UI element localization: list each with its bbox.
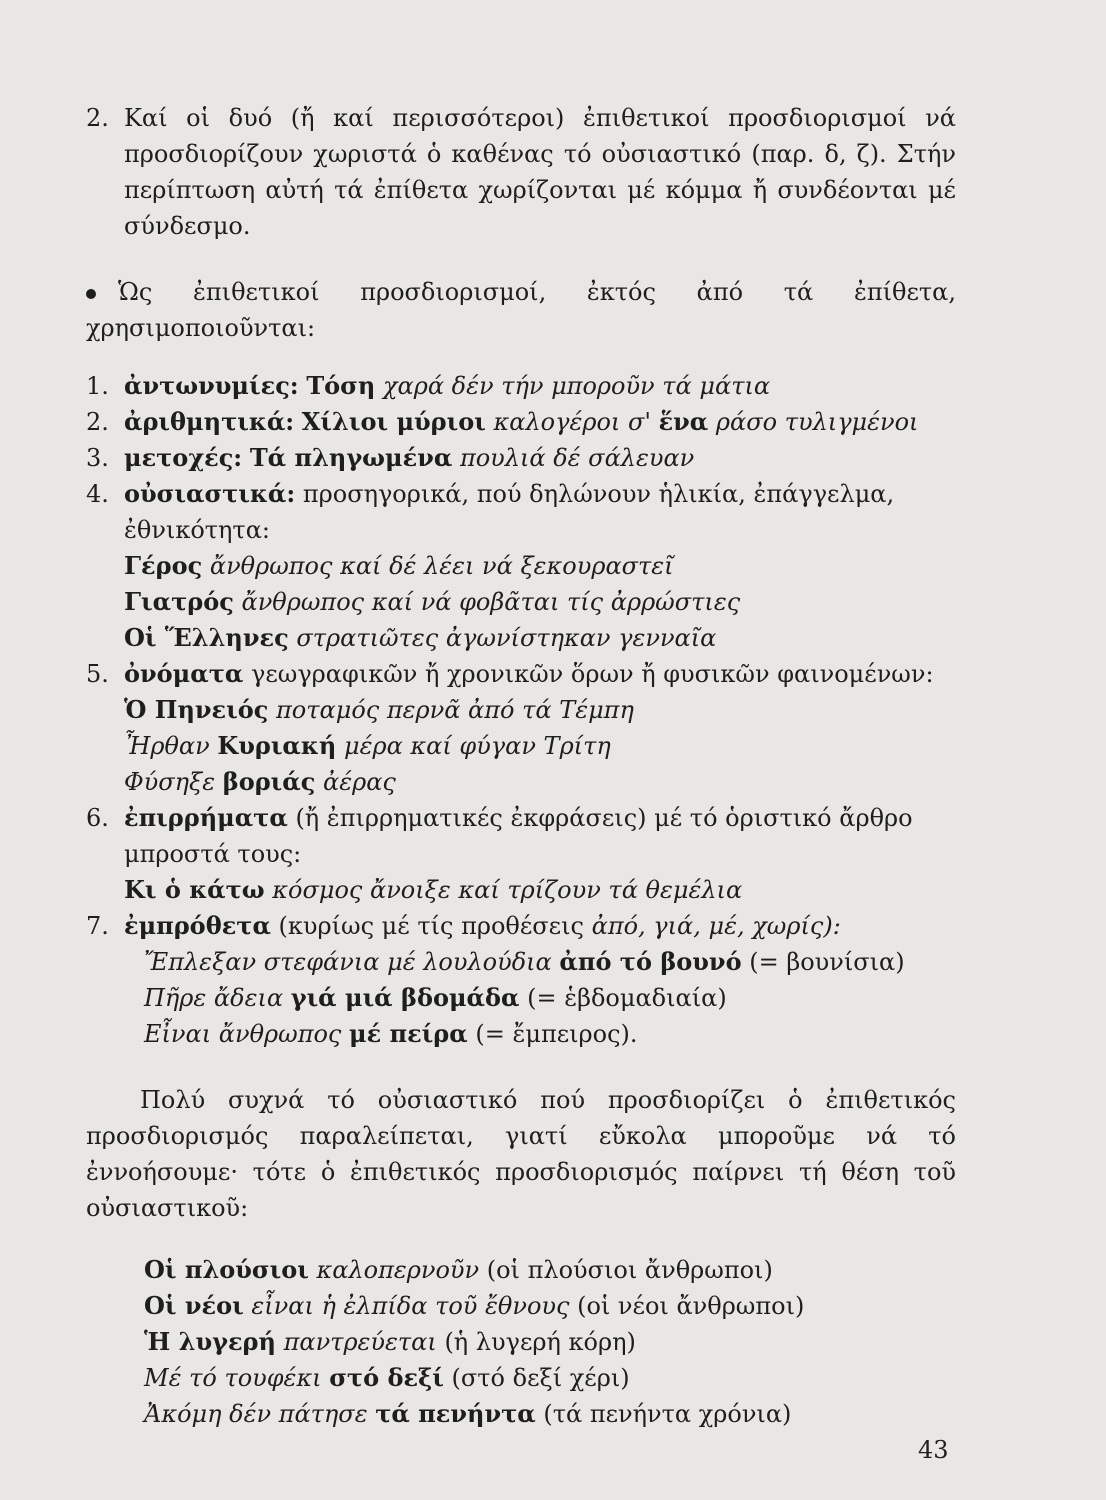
example-italic: Πῆρε ἄδεια bbox=[144, 984, 284, 1012]
example-line bbox=[86, 980, 956, 1016]
example-paren: (= βουνίσια) bbox=[749, 948, 905, 976]
list-item bbox=[86, 800, 956, 872]
example-italic: στρατιῶτες ἀγωνίστηκαν γενναῖα bbox=[296, 624, 717, 652]
example-paren: (= ἔμπειρος). bbox=[475, 1020, 638, 1048]
example-italic: Εἶναι ἄνθρωπος bbox=[144, 1020, 342, 1048]
example-italic: Φύσηξε bbox=[124, 768, 216, 796]
item-text: Καί οἱ δυό (ἤ καί περισσότεροι) ἐπιθετικοί προσδιορισμοί νά προσδιορίζουν χωριστά ὁ καθένας τό οὐσιαστικό (παρ. δ, ζ). Στήν περίπτωση αὐτή τά ἐπίθετα χωρίζονται μέ κόμμα ἤ συνδέονται μέ σύνδεσμο. bbox=[124, 104, 956, 240]
example-line bbox=[86, 728, 956, 764]
example-italic: Μέ τό τουφέκι bbox=[144, 1364, 322, 1392]
example-italic: καλογέροι σ' bbox=[493, 408, 651, 436]
example-italic: Ἀκόμη δέν πάτησε bbox=[144, 1400, 368, 1428]
item-label: ὀνόματα bbox=[124, 659, 244, 688]
example-bold: Κι ὁ κάτω bbox=[124, 875, 265, 904]
example-bold: Γιατρός bbox=[124, 587, 234, 616]
example-line bbox=[86, 692, 956, 728]
list-item bbox=[86, 476, 956, 548]
example-bold: Οἱ πλούσιοι bbox=[144, 1255, 309, 1284]
item-text: γεωγραφικῶν ἤ χρονικῶν ὅρων ἤ φυσικῶν φαινομένων: bbox=[250, 660, 934, 688]
example-paren: (τά πενήντα χρόνια) bbox=[543, 1400, 792, 1428]
list-item bbox=[86, 404, 956, 440]
example-line bbox=[86, 584, 956, 620]
final-examples bbox=[86, 1252, 956, 1432]
example-line bbox=[144, 1324, 956, 1360]
example-bold: στό δεξί bbox=[329, 1363, 444, 1392]
example-paren: (οἱ πλούσιοι ἄνθρωποι) bbox=[486, 1256, 773, 1284]
item-label: ἐπιρρήματα bbox=[124, 803, 288, 832]
example-paren: (στό δεξί χέρι) bbox=[451, 1364, 630, 1392]
example-paren: (οἱ νέοι ἄνθρωποι) bbox=[577, 1292, 805, 1320]
item-number: 6. bbox=[86, 804, 109, 832]
example-bold: Τά πληγωμένα bbox=[249, 443, 453, 472]
example-bold: Οἱ Ἕλληνες bbox=[124, 623, 289, 652]
text-column bbox=[86, 100, 956, 1432]
example-paren: (= ἑβδομαδιαία) bbox=[527, 984, 727, 1012]
example-italic: κόσμος ἄνοιξε καί τρίζουν τά θεμέλια bbox=[272, 876, 743, 904]
example-line bbox=[144, 1288, 956, 1324]
example-italic: χαρά δέν τήν μποροῦν τά μάτια bbox=[382, 372, 771, 400]
item-label: μετοχές: bbox=[124, 443, 243, 472]
item-number: 7. bbox=[86, 912, 109, 940]
example-bold: γιά μιά βδομάδα bbox=[290, 983, 520, 1012]
example-bold: Ὁ Πηνειός bbox=[124, 695, 269, 724]
example-line bbox=[86, 872, 956, 908]
example-italic: καλοπερνοῦν bbox=[316, 1256, 480, 1284]
item-text: (κυρίως μέ τίς προθέσεις bbox=[278, 912, 584, 940]
example-bold: βοριάς bbox=[222, 767, 316, 796]
example-paren: (ἡ λυγερή κόρη) bbox=[444, 1328, 636, 1356]
item-number: 2. bbox=[86, 104, 109, 132]
example-italic: ἄνθρωπος καί νά φοβᾶται τίς ἀρρώστιες bbox=[241, 588, 741, 616]
example-bold: Κυριακή bbox=[217, 731, 337, 760]
item-number: 1. bbox=[86, 372, 109, 400]
example-italic: πουλιά δέ σάλευαν bbox=[459, 444, 695, 472]
example-italic: ἀέρας bbox=[323, 768, 396, 796]
list-item bbox=[86, 440, 956, 476]
item-number: 4. bbox=[86, 480, 109, 508]
example-line bbox=[86, 944, 956, 980]
example-italic: παντρεύεται bbox=[283, 1328, 437, 1356]
summary-paragraph: Πολύ συχνά τό οὐσιαστικό πού προσδιορίζει ὁ ἐπιθετικός προσδιορισμός παραλείπεται, γιατί εὔκολα μποροῦμε νά τό ἐννοήσουμε· τότε ὁ ἐπιθετικός προσδιορισμός παίρνει τή θέση τοῦ οὐσιαστικοῦ: bbox=[86, 1086, 956, 1222]
example-line bbox=[144, 1360, 956, 1396]
example-line bbox=[144, 1396, 956, 1432]
example-italic: εἶναι ἡ ἐλπίδα τοῦ ἔθνους bbox=[251, 1292, 570, 1320]
example-bold: ἕνα bbox=[658, 407, 709, 436]
item-label: ἐμπρόθετα bbox=[124, 911, 271, 940]
item-number: 3. bbox=[86, 444, 109, 472]
item-text: προσηγορικά, πού δηλώνουν ἡλικία, ἐπάγγελμα, ἐθνικότητα: bbox=[124, 480, 895, 544]
example-bold: Γέρος bbox=[124, 551, 203, 580]
example-italic: Ἔπλεξαν στεφάνια μέ λουλούδια bbox=[144, 948, 552, 976]
list-item bbox=[86, 368, 956, 404]
example-bold: Ἡ λυγερή bbox=[144, 1327, 276, 1356]
example-line bbox=[86, 548, 956, 584]
example-line bbox=[86, 620, 956, 656]
bullet-text: Ὡς ἐπιθετικοί προσδιορισμοί, ἐκτός ἀπό τά ἐπίθετα, χρησιμοποιοῦνται: bbox=[86, 278, 956, 342]
item-text: (ἤ ἐπιρρηματικές ἐκφράσεις) μέ τό ὁριστικό ἄρθρο μπροστά τους: bbox=[124, 804, 913, 868]
example-italic: ράσο τυλιγμένοι bbox=[715, 408, 919, 436]
page-number: 43 bbox=[918, 1436, 949, 1464]
example-line bbox=[86, 1016, 956, 1052]
example-line bbox=[86, 764, 956, 800]
example-italic: ἀπό, γιά, μέ, χωρίς): bbox=[591, 912, 841, 940]
example-bold: ἀπό τό βουνό bbox=[559, 947, 742, 976]
bullet-paragraph bbox=[86, 274, 956, 346]
example-line bbox=[144, 1252, 956, 1288]
example-italic: ποταμός περνᾶ ἀπό τά Τέμπη bbox=[276, 696, 634, 724]
list-item bbox=[86, 908, 956, 944]
example-bold: Τόση bbox=[306, 371, 376, 400]
example-italic: ἄνθρωπος καί δέ λέει νά ξεκουραστεῖ bbox=[209, 552, 674, 580]
intro-item bbox=[86, 100, 956, 244]
example-bold: Οἱ νέοι bbox=[144, 1291, 244, 1320]
example-bold: Χίλιοι μύριοι bbox=[301, 407, 486, 436]
item-label: οὐσιαστικά: bbox=[124, 479, 296, 508]
example-bold: μέ πείρα bbox=[349, 1019, 468, 1048]
item-label: ἀριθμητικά: bbox=[124, 407, 295, 436]
example-italic: Ἦρθαν bbox=[124, 732, 210, 760]
item-label: ἀντωνυμίες: bbox=[124, 371, 299, 400]
example-italic: μέρα καί φύγαν Τρίτη bbox=[343, 732, 611, 760]
example-bold: τά πενήντα bbox=[375, 1399, 536, 1428]
list-item bbox=[86, 656, 956, 692]
item-number: 5. bbox=[86, 660, 109, 688]
bullet-icon bbox=[86, 289, 96, 299]
item-number: 2. bbox=[86, 408, 109, 436]
